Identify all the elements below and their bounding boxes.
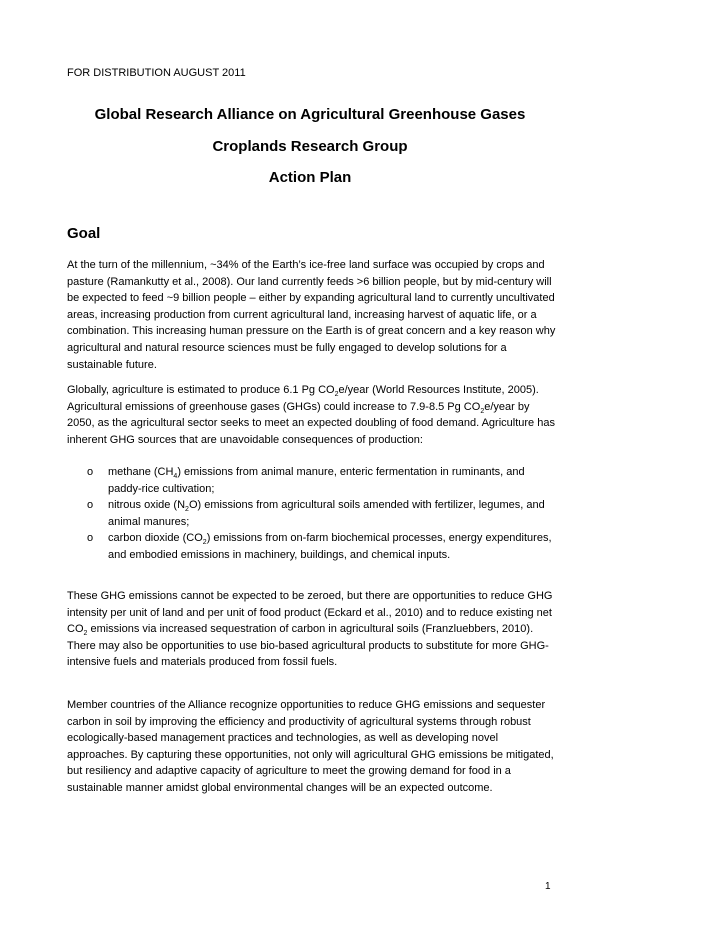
list-item-text: carbon dioxide (CO [108,532,203,545]
subscript: 2 [202,539,207,547]
paragraph-2-text [67,382,557,448]
paragraph-3-part-a: These GHG emissions cannot be expected to be zeroed, but there are opportunities to reduce GHG intensity per unit of land and per unit of food product (Eckard et al., 2010) and to reduce existing net CO [67,590,553,636]
list-item-text: ) emissions from animal manure, enteric fermentation in ruminants, and paddy-rice cultivation; [108,466,525,495]
paragraph-3-part-b: emissions via increased sequestration of carbon in agricultural soils (Franzluebbers, 2010). There may also be opportunities to use bio-based agricultural products to substitute for more GHG-intensive fuels and materials produced from fossil fuels. [67,623,549,669]
paragraph-4 [67,697,557,797]
subscript: 2 [83,630,88,638]
list-item-text: O) emissions from agricultural soils amended with fertilizer, legumes, and animal manures; [108,499,545,528]
list-item-text: methane (CH [108,466,174,478]
bullet-icon: o [87,466,94,478]
document-subtitle: Croplands Research Group [212,138,408,155]
document-plan-title: Action Plan [268,169,352,186]
bullet-icon: o [87,532,94,545]
paragraph-2 [67,382,557,448]
distribution-notice: FOR DISTRIBUTION AUGUST 2011 [67,67,246,79]
paragraph-2-part-a: Globally, agriculture is estimated to produce 6.1 Pg CO [67,384,335,396]
list-item-text: ) emissions from on-farm biochemical processes, energy expenditures, and embodied emissions in machinery, buildings, and chemical inputs. [108,532,552,561]
emission-source-list [67,464,557,564]
paragraph-1 [67,257,557,373]
subscript: 4 [173,473,178,481]
list-item-text: nitrous oxide (N [108,499,186,512]
paragraph-4-text: Member countries of the Alliance recognize opportunities to reduce GHG emissions and sequester carbon in soil by improving the efficiency and productivity of agricultural systems through robust ecologically-based management practices and technologies, as well as developing novel approaches. By capturing these opportunities, not only will agricultural GHG emissions be mitigated, but resiliency and adaptive capacity of agriculture to meet the growing demand for food in a sustainable manner amidst global environmental changes will be an expected outcome. [67,699,554,794]
subscript: 2 [185,506,189,514]
paragraph-1-text: At the turn of the millennium, ~34% of the Earth’s ice-free land surface was occupied by crops and pasture (Ramankutty et al., 2008). Our land currently feeds >6 billion people, but by mid-century will be expected to feed ~9 billion people – either by expanding agricultural land to currently uncultivated areas, increasing production from current agricultural land, increasing harvest of aquatic life, or a combination. This increasing human pressure on the Earth is of great concern and a key reason why agricultural and natural resource sciences must be fully engaged to develop solutions for a sustainable future. [67,259,556,371]
paragraph-3-text [67,588,557,671]
subscript: 2 [334,391,339,399]
section-heading-goal: Goal [67,225,101,242]
paragraph-3 [67,588,557,671]
list-item [67,530,557,563]
paragraph-2-part-c: e/year by 2050, as the agricultural sector seeks to meet an expected doubling of food demand. Agriculture has inherent GHG sources that are unavoidable consequences of production: [67,400,555,446]
list-item [67,497,557,530]
document-title: Global Research Alliance on Agricultural Greenhouse Gases [94,106,526,123]
list-item [67,464,557,497]
subscript: 2 [480,407,485,415]
paragraph-2-part-b: e/year (World Resources Institute, 2005). Agricultural emissions of greenhouse gases (GHGs) could increase to 7.9-8.5 Pg CO [67,384,539,413]
page-number: 1 [545,881,551,892]
bullet-icon: o [87,499,94,512]
